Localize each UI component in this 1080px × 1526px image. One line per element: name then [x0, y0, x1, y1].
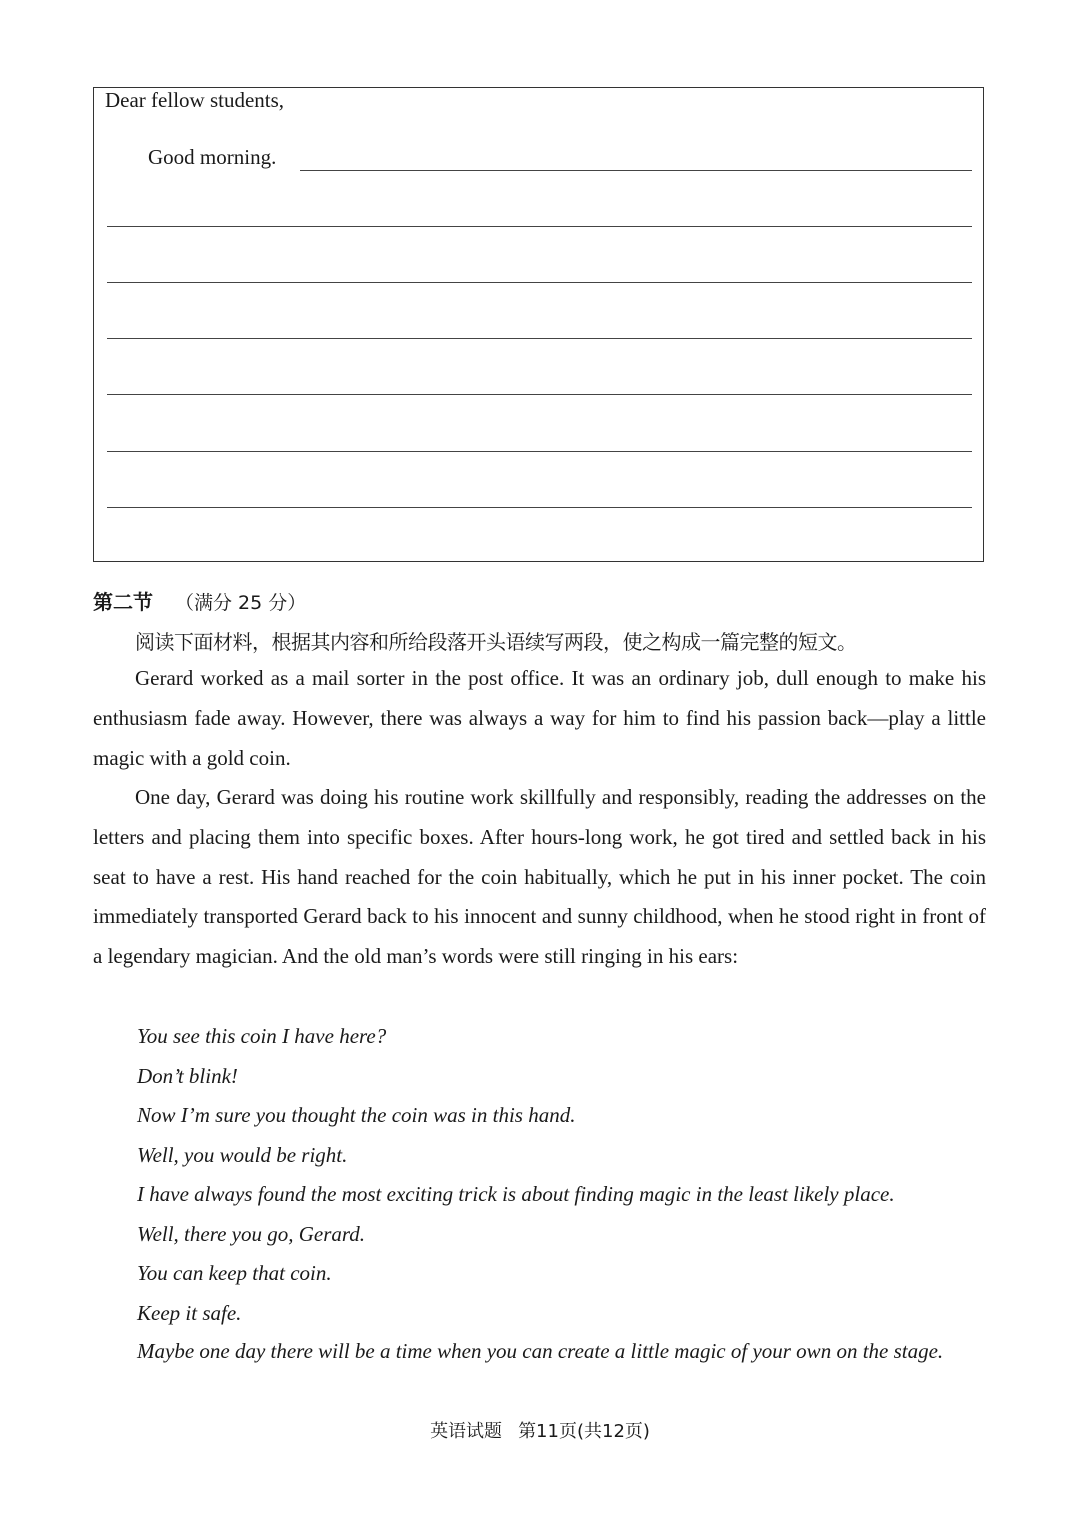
- footer-subject: 英语试题: [430, 1421, 503, 1442]
- quote-line: Keep it safe.: [137, 1301, 242, 1325]
- section-instruction: 阅读下面材料，根据其内容和所给段落开头语续写两段，使之构成一篇完整的短文。: [135, 630, 857, 654]
- answer-line[interactable]: [107, 507, 972, 508]
- answer-line[interactable]: [107, 394, 972, 395]
- answer-line[interactable]: [107, 282, 972, 283]
- letter-opening: Good morning.: [148, 145, 277, 169]
- letter-salutation: Dear fellow students,: [105, 88, 285, 112]
- quote-line: Well, you would be right.: [137, 1143, 348, 1167]
- quote-line: Don’t blink!: [137, 1064, 238, 1088]
- quote-line: I have always found the most exciting trick is about finding magic in the least likely place.: [137, 1182, 895, 1206]
- story-paragraph-1: Gerard worked as a mail sorter in the post office. It was an ordinary job, dull enough to make his enthusiasm fade away. However, there was always a way for him to find his passion back—play a little magic with a gold coin.: [93, 666, 986, 770]
- answer-line[interactable]: [107, 451, 972, 452]
- section-score: （满分 25 分）: [175, 592, 307, 614]
- footer-page-number: 第11页(共12页): [518, 1421, 650, 1442]
- section-heading: [93, 586, 306, 615]
- section-title: 第二节: [93, 590, 153, 614]
- quote-line: Well, there you go, Gerard.: [137, 1222, 366, 1246]
- answer-line[interactable]: [107, 226, 972, 227]
- story-paragraph-2: One day, Gerard was doing his routine work skillfully and responsibly, reading the addresses on the letters and placing them into specific boxes. After hours-long work, he got tired and settled back in his seat to have a rest. His hand reached for the coin habitually, which he put in his inner pocket. The coin immediately transported Gerard back to his innocent and sunny childhood, when he stood right in front of a legendary magician. And the old man’s words were still ringing in his ears:: [93, 785, 986, 969]
- quote-line: Now I’m sure you thought the coin was in this hand.: [137, 1103, 576, 1127]
- quote-line: You can keep that coin.: [137, 1261, 332, 1285]
- answer-line[interactable]: [107, 338, 972, 339]
- answer-line[interactable]: [300, 170, 972, 171]
- page-footer: [0, 1417, 1080, 1443]
- quote-last: Maybe one day there will be a time when you can create a little magic of your own on the stage.: [137, 1339, 944, 1363]
- quote-line: You see this coin I have here?: [137, 1024, 387, 1048]
